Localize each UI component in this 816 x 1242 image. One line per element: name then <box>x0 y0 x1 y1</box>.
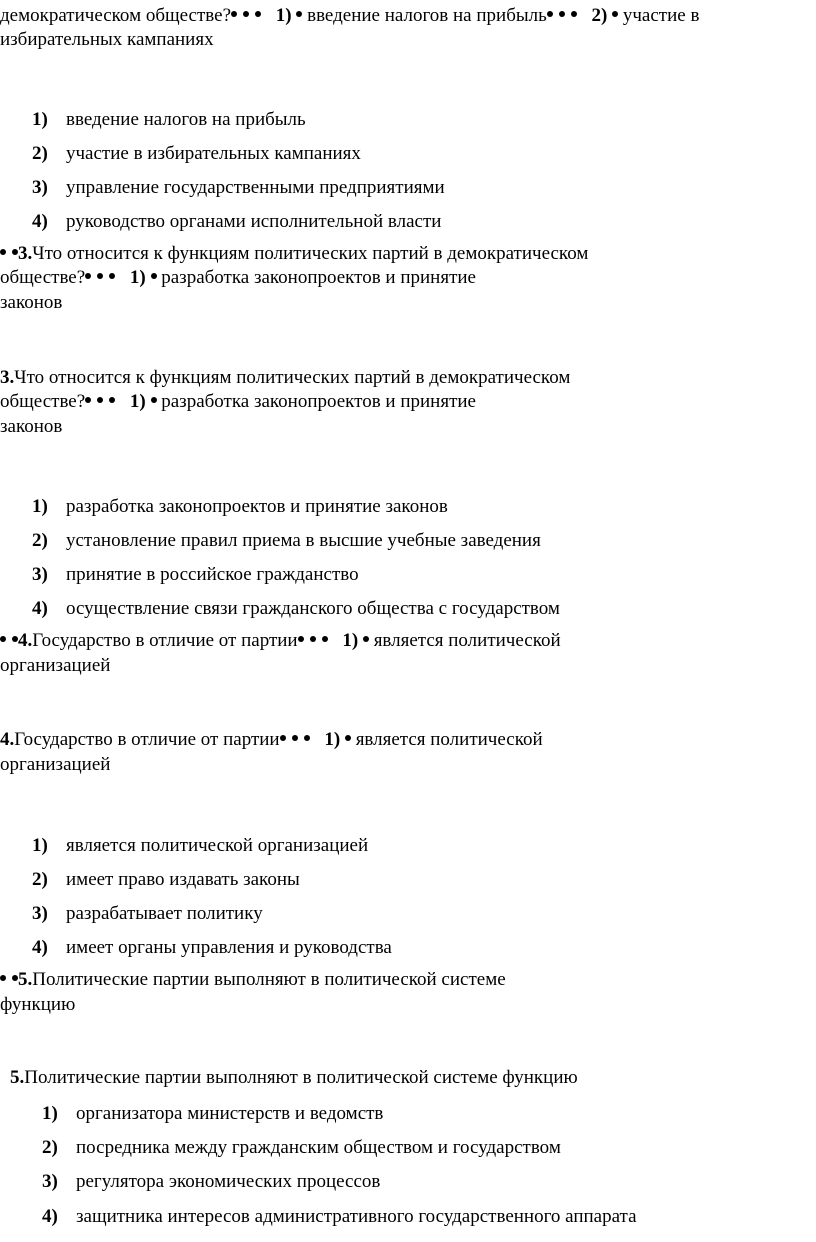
bullet-icon <box>571 11 577 17</box>
bullet-icon <box>547 11 553 17</box>
question-2-header-line1 <box>0 4 699 28</box>
question-3-bulleted-line3: законов <box>0 292 63 313</box>
bullet-icon <box>243 11 249 17</box>
question-4-bulleted-line2: организацией <box>0 655 111 676</box>
bullet-icon <box>231 11 237 17</box>
bullet-icon <box>612 11 618 17</box>
bullet-icon <box>12 249 18 255</box>
bullet-icon <box>85 397 91 403</box>
option-number: 1) <box>129 391 146 412</box>
bullet-icon <box>97 273 103 279</box>
question-3-header-line1 <box>0 366 570 390</box>
bullet-icon <box>559 11 565 17</box>
option-text: принятие в российское гражданство <box>66 564 359 585</box>
option-text: участие в избирательных кампаниях <box>66 143 361 164</box>
bullet-icon <box>109 273 115 279</box>
option-number: 3) <box>32 564 48 585</box>
option-number: 1) <box>32 109 48 130</box>
option-number: 2) <box>42 1137 58 1158</box>
option-number: 4) <box>32 937 48 958</box>
bullet-icon <box>12 636 18 642</box>
option-number: 1) <box>342 630 359 651</box>
bullet-icon <box>304 735 310 741</box>
question-4-header-line2: организацией <box>0 754 111 775</box>
option-number: 2) <box>32 530 48 551</box>
question-3-header-line3: законов <box>0 416 63 437</box>
option-text: осуществление связи гражданского общества с государством <box>66 598 560 619</box>
question-3-header-line2 <box>0 390 476 414</box>
question-5-bulleted-line1 <box>0 968 506 992</box>
option-text: является политической <box>373 630 561 651</box>
bullet-icon <box>310 636 316 642</box>
bullet-icon <box>151 397 157 403</box>
question-5-bulleted-line2: функцию <box>0 994 76 1015</box>
option-text: введение налогов на прибыль <box>307 5 547 26</box>
question-text: Государство в отличие от партии <box>32 630 298 651</box>
option-number: 1) <box>32 835 48 856</box>
option-number: 1) <box>324 729 341 750</box>
bullet-icon <box>296 11 302 17</box>
option-text: введение налогов на прибыль <box>66 109 306 130</box>
bullet-icon <box>12 975 18 981</box>
option-text: имеет право издавать законы <box>66 869 300 890</box>
question-text: Что относится к функциям политических партий в демократическом <box>32 243 589 264</box>
option-number: 1) <box>32 496 48 517</box>
option-number: 3) <box>32 177 48 198</box>
question-text: обществе? <box>0 391 86 412</box>
bullet-icon <box>298 636 304 642</box>
option-text: разработка законопроектов и принятие законов <box>66 496 448 517</box>
bullet-icon <box>85 273 91 279</box>
option-text: имеет органы управления и руководства <box>66 937 392 958</box>
option-text: разрабатывает политику <box>66 903 263 924</box>
bullet-icon <box>280 735 286 741</box>
option-text: регулятора экономических процессов <box>76 1171 381 1192</box>
option-text: является политической <box>355 729 543 750</box>
question-number: 4. <box>0 729 15 750</box>
question-text: обществе? <box>0 267 86 288</box>
question-text: Политические партии выполняют в политической системе функцию <box>24 1067 578 1088</box>
question-5-header <box>10 1066 578 1090</box>
bullet-icon <box>97 397 103 403</box>
bullet-icon <box>345 735 351 741</box>
question-4-header-line1 <box>0 728 543 752</box>
question-number: 5. <box>10 1067 25 1088</box>
bullet-icon <box>255 11 261 17</box>
question-text: Политические партии выполняют в политической системе <box>32 969 506 990</box>
bullet-icon <box>292 735 298 741</box>
option-text: управление государственными предприятиями <box>66 177 445 198</box>
option-number: 1) <box>42 1103 58 1124</box>
option-number: 1) <box>129 267 146 288</box>
option-number: 1) <box>275 5 292 26</box>
bullet-icon <box>0 636 6 642</box>
bullet-icon <box>0 975 6 981</box>
option-number: 2) <box>591 5 608 26</box>
bullet-icon <box>322 636 328 642</box>
option-number: 3) <box>42 1171 58 1192</box>
bullet-icon <box>363 636 369 642</box>
option-number: 4) <box>42 1206 58 1227</box>
question-number: 3. <box>18 243 33 264</box>
option-text: разработка законопроектов и принятие <box>161 267 476 288</box>
question-2-header-line2: избирательных кампаниях <box>0 29 214 50</box>
option-number: 2) <box>32 143 48 164</box>
question-number: 4. <box>18 630 33 651</box>
option-text: организатора министерств и ведомств <box>76 1103 384 1124</box>
bullet-icon <box>109 397 115 403</box>
option-text: разработка законопроектов и принятие <box>161 391 476 412</box>
option-text: является политической организацией <box>66 835 369 856</box>
option-number: 4) <box>32 211 48 232</box>
option-number: 3) <box>32 903 48 924</box>
question-3-bulleted-line2 <box>0 266 476 290</box>
question-4-bulleted-line1 <box>0 629 561 653</box>
question-3-bulleted-line1 <box>0 242 588 266</box>
option-text: посредника между гражданским обществом и государством <box>76 1137 561 1158</box>
question-2-text-fragment: демократическом обществе? <box>0 5 232 26</box>
option-text: установление правил приема в высшие учебные заведения <box>66 530 541 551</box>
bullet-icon <box>151 273 157 279</box>
question-text: Государство в отличие от партии <box>14 729 280 750</box>
option-text: защитника интересов административного государственного аппарата <box>76 1206 637 1227</box>
option-number: 4) <box>32 598 48 619</box>
question-text: Что относится к функциям политических партий в демократическом <box>14 367 571 388</box>
option-text: участие в <box>622 5 700 26</box>
option-number: 2) <box>32 869 48 890</box>
option-text: руководство органами исполнительной власти <box>66 211 442 232</box>
question-number: 5. <box>18 969 33 990</box>
bullet-icon <box>0 249 6 255</box>
question-number: 3. <box>0 367 15 388</box>
